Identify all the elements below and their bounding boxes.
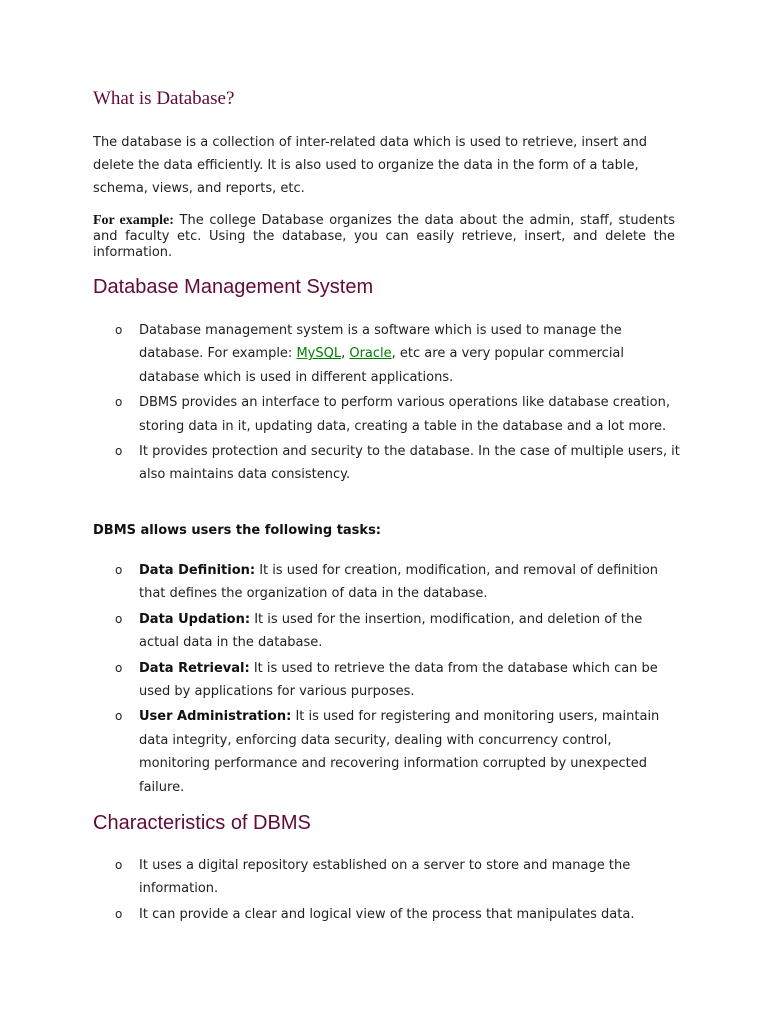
list-item — [93, 319, 683, 389]
task-desc: It is used for registering and monitoring users, maintain data integrity, enforcing data security, dealing with concurrency control, monitoring performance and recovering information corrupted by unexpected failure. — [139, 709, 660, 795]
task-desc: It is used for creation, modification, and removal of definition that defines the organization of data in the database. — [139, 563, 659, 602]
list-item — [93, 854, 683, 901]
list-item — [93, 559, 683, 606]
heading-characteristics: Characteristics of DBMS — [93, 812, 311, 834]
dbms-bullet-list — [93, 319, 683, 489]
bullet-text: DBMS provides an interface to perform various operations like database creation, storing data in it, updating data, creating a table in the database and a lot more. — [139, 395, 670, 434]
list-item — [93, 903, 683, 926]
mysql-link[interactable]: MySQL — [296, 346, 342, 362]
bullet-text-separator: , — [341, 346, 350, 362]
bullet-marker: o — [115, 906, 123, 921]
bullet-marker: o — [115, 660, 123, 675]
heading-what-is-database: What is Database? — [93, 88, 235, 109]
heading-dbms: Database Management System — [93, 276, 374, 298]
paragraph-example — [93, 213, 675, 261]
characteristics-bullet-list — [93, 854, 683, 928]
bullet-text: It provides protection and security to the database. In the case of multiple users, it also maintains data consistency. — [139, 444, 680, 483]
paragraph-database-definition: The database is a collection of inter-related data which is used to retrieve, insert and delete the data efficiently. It is also used to organize the data in the form of a table, schema, views, and reports, etc. — [93, 135, 647, 196]
tasks-title: DBMS allows users the following tasks: — [93, 523, 381, 538]
example-lead: For example: — [93, 213, 174, 228]
bullet-marker: o — [115, 323, 123, 337]
oracle-link[interactable]: Oracle — [349, 346, 392, 362]
bullet-text: It can provide a clear and logical view of the process that manipulates data. — [139, 906, 635, 922]
task-term: User Administration: — [139, 709, 292, 725]
task-term: Data Definition: — [139, 563, 256, 578]
bullet-text: It uses a digital repository established on a server to store and manage the information. — [139, 858, 631, 897]
list-item — [93, 705, 683, 799]
task-term: Data Retrieval: — [139, 660, 250, 676]
bullet-marker: o — [115, 563, 123, 577]
list-item — [93, 657, 683, 704]
bullet-marker: o — [115, 858, 123, 872]
list-item — [93, 391, 683, 438]
bullet-marker: o — [115, 709, 123, 724]
task-desc: It is used to retrieve the data from the database which can be used by applications for various purposes. — [139, 660, 658, 700]
tasks-bullet-list — [93, 559, 683, 801]
bullet-text: , etc are a very popular commercial database which is used in different applications. — [139, 346, 625, 385]
task-desc: It is used for the insertion, modification, and deletion of the actual data in the database. — [139, 611, 643, 651]
bullet-marker: o — [115, 395, 123, 410]
list-item — [93, 440, 683, 487]
list-item — [93, 608, 683, 655]
bullet-text: Database management system is a software which is used to manage the database. For example: — [139, 323, 622, 362]
bullet-marker: o — [115, 444, 123, 459]
bullet-marker: o — [115, 611, 123, 626]
task-term: Data Updation: — [139, 611, 251, 627]
example-text: The college Database organizes the data about the admin, staff, students and faculty etc. Using the database, you can easily retrieve, insert, and delete the information. — [93, 213, 675, 260]
